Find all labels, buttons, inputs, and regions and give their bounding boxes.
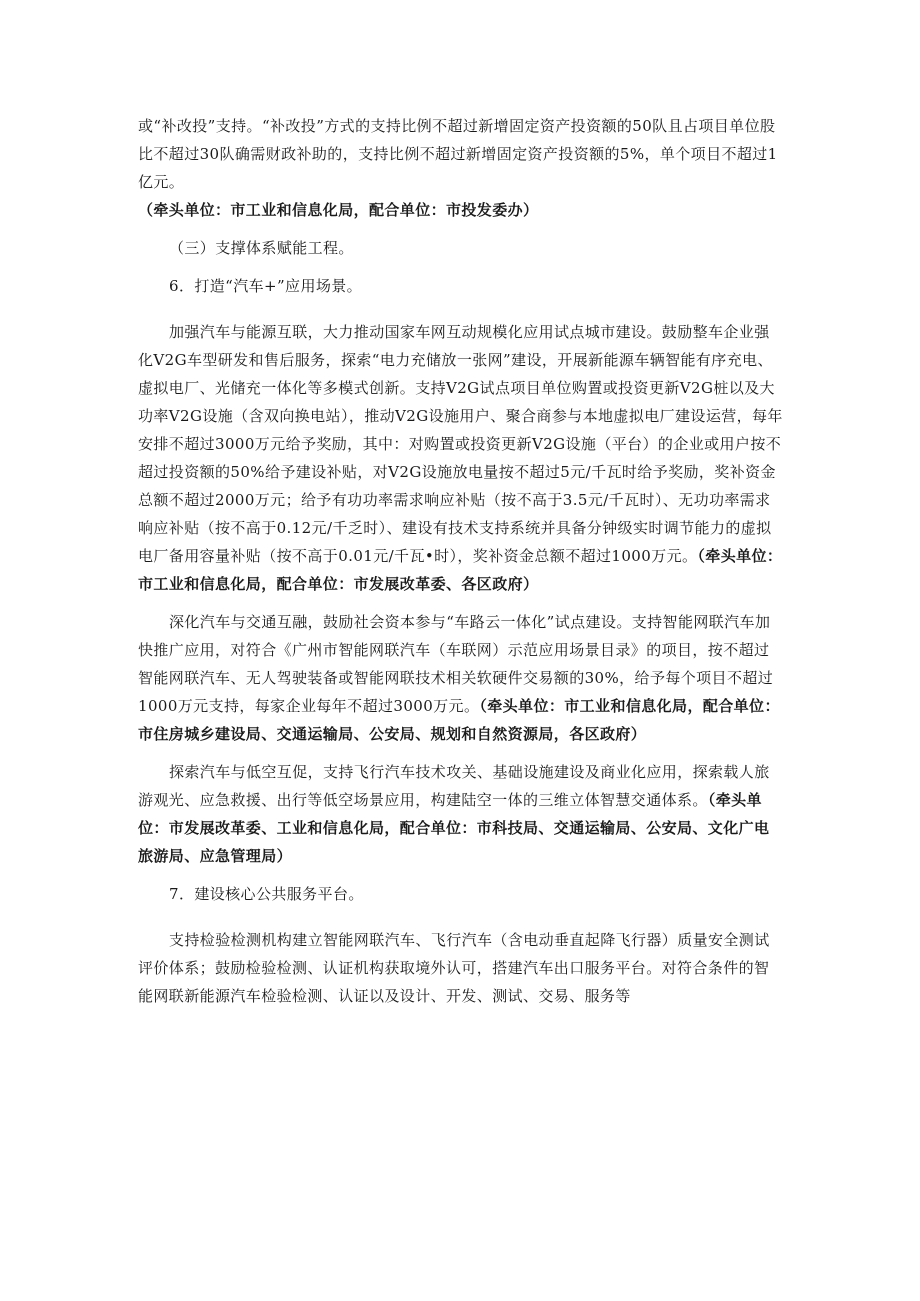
paragraph	[138, 272, 783, 300]
paragraph	[138, 112, 783, 196]
responsible-units-note: （牵头单位：市工业和信息化局，配合单位：市住房城乡建设局、交通运输局、公安局、规划和自然资源局，各区政府）	[138, 697, 780, 743]
responsible-units-note: （牵头单位：市发展改革委、工业和信息化局，配合单位：市科技局、交通运输局、公安局、文化广电旅游局、应急管理局）	[138, 791, 770, 865]
paragraph	[138, 758, 783, 870]
paragraph	[138, 234, 783, 262]
responsible-units-note: （牵头单位：市工业和信息化局，配合单位：市发展改革委、各区政府）	[138, 547, 783, 593]
paragraph	[138, 196, 783, 224]
paragraph	[138, 880, 783, 908]
paragraph-text: 或“补改投”支持。“补改投”方式的支持比例不超过新增固定资产投资额的50队且占项目单位股比不超过30队确需财政补助的，支持比例不超过新增固定资产投资额的5%，单个项目不超过1亿元。	[138, 117, 778, 191]
document-page	[138, 112, 783, 1010]
paragraph	[138, 608, 783, 748]
paragraph-text: 6．打造“汽车+”应用场景。	[169, 277, 363, 295]
paragraph-text: 探索汽车与低空互促，支持飞行汽车技术攻关、基础设施建设及商业化应用，探索载人旅游观光、应急救援、出行等低空场景应用，构建陆空一体的三维立体智慧交通体系。	[138, 763, 770, 809]
paragraph-text: 深化汽车与交通互融，鼓励社会资本参与“车路云一体化”试点建设。支持智能网联汽车加快推广应用，对符合《广州市智能网联汽车（车联网）示范应用场景目录》的项目，按不超过智能网联汽车、无人驾驶装备或智能网联技术相关软硬件交易额的30%，给予每个项目不超过1000万元支持，每家企业每年不超过3000万元。	[138, 613, 774, 715]
paragraph-text: 支持检验检测机构建立智能网联汽车、飞行汽车（含电动垂直起降飞行器）质量安全测试评价体系；鼓励检验检测、认证机构获取境外认可，搭建汽车出口服务平台。对符合条件的智能网联新能源汽车检验检测、认证以及设计、开发、测试、交易、服务等	[138, 931, 770, 1005]
responsible-units-note: （牵头单位：市工业和信息化局，配合单位：市投发委办）	[138, 201, 539, 219]
paragraph	[138, 926, 783, 1010]
paragraph	[138, 318, 783, 598]
paragraph-text: （三）支撑体系赋能工程。	[169, 239, 354, 257]
paragraph-text: 7．建设核心公共服务平台。	[169, 885, 364, 903]
paragraph-text: 加强汽车与能源互联，大力推动国家车网互动规模化应用试点城市建设。鼓励整车企业强化V2G车型研发和售后服务，探索“电力充储放一张网”建设，开展新能源车辆智能有序充电、虚拟电厂、光储充一体化等多模式创新。支持V2G试点项目单位购置或投资更新V2G桩以及大功率V2G设施（含双向换电站），推动V2G设施用户、聚合商参与本地虚拟电厂建设运营，每年安排不超过3000万元给予奖励，其中：对购置或投资更新V2G设施（平台）的企业或用户按不超过投资额的50%给予建设补贴，对V2G设施放电量按不超过5元/千瓦时给予奖励，奖补资金总额不超过2000万元；给予有功功率需求响应补贴（按不高于3.5元/千瓦时）、无功功率需求响应补贴（按不高于0.12元/千乏时）、建设有技术支持系统并具备分钟级实时调节能力的虚拟电厂备用容量补贴（按不高于0.01元/千瓦•时），奖补资金总额不超过1000万元。	[138, 323, 783, 565]
